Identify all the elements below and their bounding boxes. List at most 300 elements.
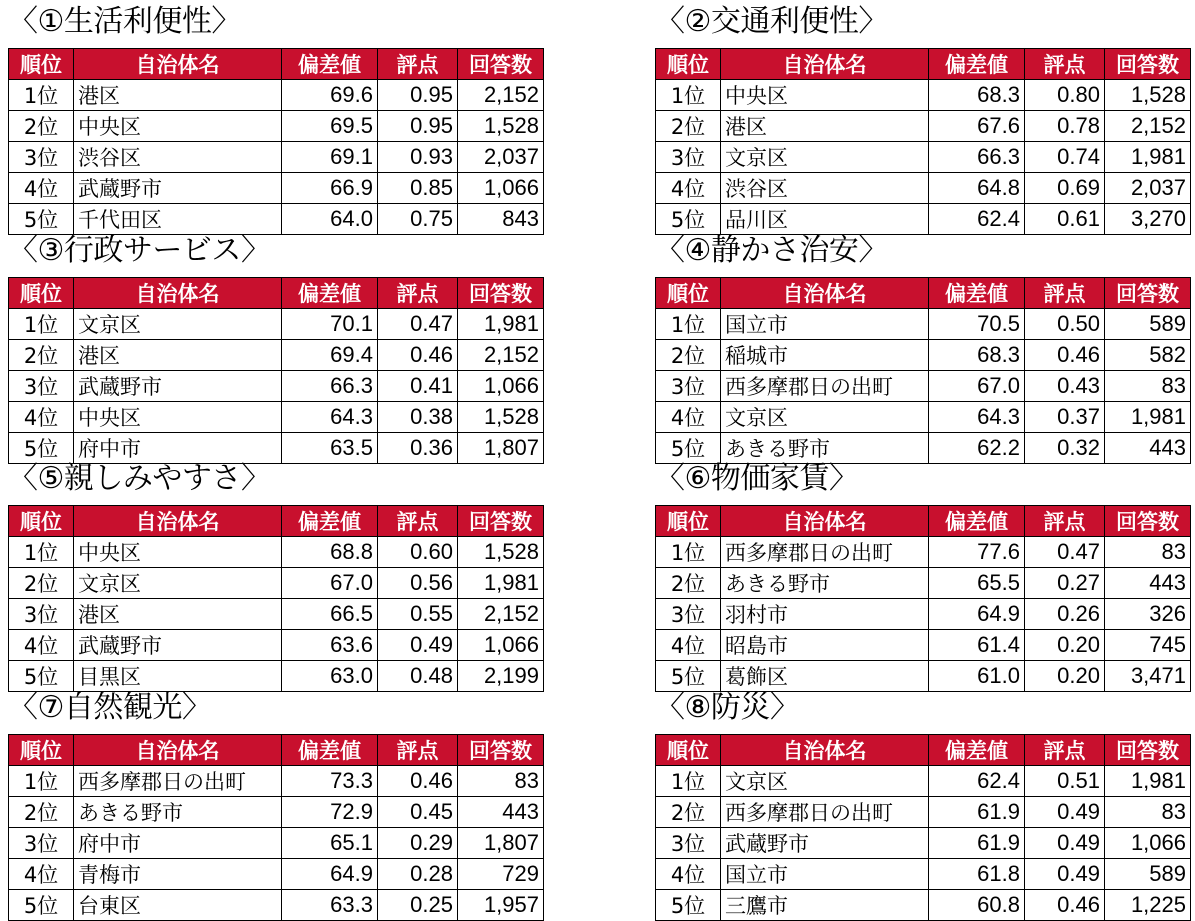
score-cell: 0.46 — [378, 766, 458, 797]
rank-cell: 5位 — [656, 661, 721, 692]
score-cell: 0.49 — [378, 630, 458, 661]
rank-cell: 4位 — [656, 630, 721, 661]
responses-cell: 443 — [1105, 433, 1191, 464]
score-cell: 0.46 — [378, 340, 458, 371]
ranking-table — [655, 734, 1191, 921]
score-cell: 0.20 — [1025, 661, 1105, 692]
ranking-table — [8, 734, 544, 921]
municipality-cell: 武蔵野市 — [74, 371, 282, 402]
header-responses: 回答数 — [1105, 278, 1191, 309]
municipality-cell: 千代田区 — [74, 204, 282, 235]
deviation-cell: 70.5 — [929, 309, 1025, 340]
municipality-cell: 府中市 — [74, 828, 282, 859]
ranking-block-transport-convenience — [655, 2, 1195, 235]
table-row — [656, 80, 1191, 111]
header-row — [9, 735, 544, 766]
municipality-cell: あきる野市 — [721, 568, 929, 599]
responses-cell: 83 — [1105, 371, 1191, 402]
municipality-cell: 西多摩郡日の出町 — [721, 371, 929, 402]
deviation-cell: 64.0 — [282, 204, 378, 235]
responses-cell: 3,270 — [1105, 204, 1191, 235]
header-row — [656, 278, 1191, 309]
table-title: 〈⑧防災〉 — [655, 690, 800, 725]
score-cell: 0.28 — [378, 859, 458, 890]
score-cell: 0.20 — [1025, 630, 1105, 661]
score-cell: 0.45 — [378, 797, 458, 828]
responses-cell: 729 — [458, 859, 544, 890]
header-score: 評点 — [1025, 735, 1105, 766]
table-row — [9, 797, 544, 828]
ranking-table — [655, 505, 1191, 692]
responses-cell: 1,066 — [458, 630, 544, 661]
municipality-cell: 港区 — [74, 80, 282, 111]
responses-cell: 1,528 — [458, 537, 544, 568]
responses-cell: 1,981 — [458, 568, 544, 599]
responses-cell: 589 — [1105, 309, 1191, 340]
table-row — [9, 402, 544, 433]
header-score: 評点 — [378, 49, 458, 80]
rank-cell: 4位 — [9, 859, 74, 890]
score-cell: 0.37 — [1025, 402, 1105, 433]
deviation-cell: 66.3 — [929, 142, 1025, 173]
table-row — [656, 537, 1191, 568]
score-cell: 0.50 — [1025, 309, 1105, 340]
municipality-cell: 目黒区 — [74, 661, 282, 692]
table-row — [9, 80, 544, 111]
responses-cell: 2,037 — [458, 142, 544, 173]
table-row — [656, 828, 1191, 859]
header-row — [656, 506, 1191, 537]
responses-cell: 843 — [458, 204, 544, 235]
rank-cell: 2位 — [656, 568, 721, 599]
municipality-cell: 渋谷区 — [721, 173, 929, 204]
table-row — [9, 828, 544, 859]
rank-cell: 1位 — [9, 309, 74, 340]
header-row — [9, 506, 544, 537]
deviation-cell: 61.0 — [929, 661, 1025, 692]
score-cell: 0.26 — [1025, 599, 1105, 630]
header-responses: 回答数 — [458, 278, 544, 309]
score-cell: 0.56 — [378, 568, 458, 599]
responses-cell: 1,957 — [458, 890, 544, 921]
rank-cell: 2位 — [656, 797, 721, 828]
deviation-cell: 62.4 — [929, 766, 1025, 797]
responses-cell: 1,528 — [458, 111, 544, 142]
municipality-cell: あきる野市 — [721, 433, 929, 464]
score-cell: 0.74 — [1025, 142, 1105, 173]
municipality-cell: 港区 — [74, 599, 282, 630]
ranking-block-nature-tourism — [8, 688, 548, 921]
header-responses: 回答数 — [458, 49, 544, 80]
header-deviation: 偏差値 — [282, 49, 378, 80]
header-row — [9, 278, 544, 309]
header-municipality: 自治体名 — [721, 506, 929, 537]
municipality-cell: 武蔵野市 — [74, 173, 282, 204]
responses-cell: 1,807 — [458, 828, 544, 859]
responses-cell: 2,152 — [1105, 111, 1191, 142]
header-deviation: 偏差値 — [929, 49, 1025, 80]
header-municipality: 自治体名 — [721, 278, 929, 309]
responses-cell: 83 — [1105, 797, 1191, 828]
table-row — [656, 630, 1191, 661]
municipality-cell: 稲城市 — [721, 340, 929, 371]
score-cell: 0.43 — [1025, 371, 1105, 402]
deviation-cell: 69.4 — [282, 340, 378, 371]
municipality-cell: 文京区 — [74, 568, 282, 599]
table-row — [9, 890, 544, 921]
deviation-cell: 61.9 — [929, 797, 1025, 828]
header-deviation: 偏差値 — [282, 506, 378, 537]
table-row — [656, 890, 1191, 921]
rank-cell: 4位 — [9, 402, 74, 433]
deviation-cell: 72.9 — [282, 797, 378, 828]
municipality-cell: 中央区 — [74, 402, 282, 433]
header-municipality: 自治体名 — [74, 735, 282, 766]
deviation-cell: 64.8 — [929, 173, 1025, 204]
deviation-cell: 64.9 — [282, 859, 378, 890]
responses-cell: 1,225 — [1105, 890, 1191, 921]
header-responses: 回答数 — [458, 735, 544, 766]
rank-cell: 5位 — [656, 433, 721, 464]
responses-cell: 1,981 — [1105, 402, 1191, 433]
table-row — [656, 568, 1191, 599]
deviation-cell: 65.1 — [282, 828, 378, 859]
municipality-cell: 港区 — [74, 340, 282, 371]
score-cell: 0.69 — [1025, 173, 1105, 204]
rank-cell: 2位 — [656, 111, 721, 142]
header-score: 評点 — [378, 735, 458, 766]
deviation-cell: 62.2 — [929, 433, 1025, 464]
header-score: 評点 — [1025, 49, 1105, 80]
municipality-cell: 台東区 — [74, 890, 282, 921]
table-row — [656, 340, 1191, 371]
responses-cell: 2,152 — [458, 340, 544, 371]
ranking-block-quietness-safety — [655, 231, 1195, 464]
score-cell: 0.32 — [1025, 433, 1105, 464]
responses-cell: 83 — [458, 766, 544, 797]
header-municipality: 自治体名 — [721, 49, 929, 80]
ranking-table — [655, 277, 1191, 464]
score-cell: 0.85 — [378, 173, 458, 204]
table-row — [9, 204, 544, 235]
rank-cell: 5位 — [656, 204, 721, 235]
rank-cell: 3位 — [9, 142, 74, 173]
deviation-cell: 63.0 — [282, 661, 378, 692]
table-title: 〈①生活利便性〉 — [8, 4, 241, 39]
rank-cell: 2位 — [9, 111, 74, 142]
score-cell: 0.36 — [378, 433, 458, 464]
header-rank: 順位 — [9, 506, 74, 537]
table-row — [9, 142, 544, 173]
rank-cell: 4位 — [9, 630, 74, 661]
municipality-cell: 青梅市 — [74, 859, 282, 890]
rank-cell: 1位 — [656, 537, 721, 568]
municipality-cell: 品川区 — [721, 204, 929, 235]
rank-cell: 3位 — [656, 828, 721, 859]
table-row — [656, 797, 1191, 828]
header-responses: 回答数 — [1105, 506, 1191, 537]
rank-cell: 5位 — [9, 204, 74, 235]
ranking-block-prices-rent — [655, 459, 1195, 692]
header-score: 評点 — [1025, 278, 1105, 309]
table-row — [9, 661, 544, 692]
responses-cell: 582 — [1105, 340, 1191, 371]
score-cell: 0.93 — [378, 142, 458, 173]
municipality-cell: 府中市 — [74, 433, 282, 464]
municipality-cell: 武蔵野市 — [74, 630, 282, 661]
municipality-cell: 西多摩郡日の出町 — [721, 797, 929, 828]
table-row — [9, 173, 544, 204]
deviation-cell: 65.5 — [929, 568, 1025, 599]
deviation-cell: 68.3 — [929, 340, 1025, 371]
municipality-cell: 渋谷区 — [74, 142, 282, 173]
municipality-cell: 中央区 — [74, 537, 282, 568]
header-municipality: 自治体名 — [74, 49, 282, 80]
header-deviation: 偏差値 — [282, 278, 378, 309]
score-cell: 0.47 — [1025, 537, 1105, 568]
table-row — [656, 309, 1191, 340]
score-cell: 0.41 — [378, 371, 458, 402]
header-municipality: 自治体名 — [721, 735, 929, 766]
header-deviation: 偏差値 — [929, 735, 1025, 766]
rank-cell: 1位 — [656, 309, 721, 340]
table-row — [9, 537, 544, 568]
header-municipality: 自治体名 — [74, 506, 282, 537]
responses-cell: 83 — [1105, 537, 1191, 568]
table-row — [656, 142, 1191, 173]
rank-cell: 5位 — [9, 433, 74, 464]
municipality-cell: 港区 — [721, 111, 929, 142]
score-cell: 0.95 — [378, 80, 458, 111]
deviation-cell: 64.3 — [282, 402, 378, 433]
table-row — [9, 766, 544, 797]
header-rank: 順位 — [9, 49, 74, 80]
municipality-cell: 中央区 — [74, 111, 282, 142]
score-cell: 0.49 — [1025, 797, 1105, 828]
table-row — [656, 371, 1191, 402]
responses-cell: 1,981 — [458, 309, 544, 340]
score-cell: 0.38 — [378, 402, 458, 433]
municipality-cell: 文京区 — [74, 309, 282, 340]
header-rank: 順位 — [656, 49, 721, 80]
municipality-cell: 文京区 — [721, 142, 929, 173]
table-row — [656, 402, 1191, 433]
table-row — [656, 173, 1191, 204]
responses-cell: 745 — [1105, 630, 1191, 661]
rank-cell: 2位 — [656, 340, 721, 371]
table-row — [656, 599, 1191, 630]
rank-cell: 2位 — [9, 340, 74, 371]
deviation-cell: 64.3 — [929, 402, 1025, 433]
rank-cell: 4位 — [656, 402, 721, 433]
municipality-cell: 葛飾区 — [721, 661, 929, 692]
deviation-cell: 70.1 — [282, 309, 378, 340]
rank-cell: 2位 — [9, 797, 74, 828]
rank-cell: 4位 — [9, 173, 74, 204]
deviation-cell: 67.6 — [929, 111, 1025, 142]
table-row — [656, 661, 1191, 692]
score-cell: 0.55 — [378, 599, 458, 630]
ranking-table — [8, 505, 544, 692]
responses-cell: 1,066 — [1105, 828, 1191, 859]
score-cell: 0.61 — [1025, 204, 1105, 235]
score-cell: 0.78 — [1025, 111, 1105, 142]
header-rank: 順位 — [9, 735, 74, 766]
header-responses: 回答数 — [458, 506, 544, 537]
header-rank: 順位 — [656, 735, 721, 766]
responses-cell: 443 — [458, 797, 544, 828]
score-cell: 0.46 — [1025, 890, 1105, 921]
rank-cell: 3位 — [656, 371, 721, 402]
municipality-cell: 武蔵野市 — [721, 828, 929, 859]
score-cell: 0.27 — [1025, 568, 1105, 599]
municipality-cell: 昭島市 — [721, 630, 929, 661]
rank-cell: 3位 — [9, 599, 74, 630]
responses-cell: 326 — [1105, 599, 1191, 630]
header-row — [9, 49, 544, 80]
table-row — [656, 859, 1191, 890]
ranking-table — [8, 48, 544, 235]
deviation-cell: 69.5 — [282, 111, 378, 142]
municipality-cell: 国立市 — [721, 309, 929, 340]
score-cell: 0.80 — [1025, 80, 1105, 111]
score-cell: 0.75 — [378, 204, 458, 235]
score-cell: 0.46 — [1025, 340, 1105, 371]
rank-cell: 3位 — [9, 371, 74, 402]
table-row — [9, 309, 544, 340]
rank-cell: 1位 — [9, 80, 74, 111]
responses-cell: 3,471 — [1105, 661, 1191, 692]
municipality-cell: 西多摩郡日の出町 — [74, 766, 282, 797]
responses-cell: 589 — [1105, 859, 1191, 890]
deviation-cell: 68.3 — [929, 80, 1025, 111]
ranking-block-friendliness — [8, 459, 548, 692]
header-rank: 順位 — [656, 506, 721, 537]
header-score: 評点 — [378, 278, 458, 309]
score-cell: 0.29 — [378, 828, 458, 859]
table-row — [9, 340, 544, 371]
deviation-cell: 67.0 — [282, 568, 378, 599]
header-deviation: 偏差値 — [929, 506, 1025, 537]
ranking-block-administrative-service — [8, 231, 548, 464]
table-title: 〈③行政サービス〉 — [8, 233, 271, 268]
table-title: 〈②交通利便性〉 — [655, 4, 888, 39]
table-row — [9, 371, 544, 402]
responses-cell: 2,152 — [458, 599, 544, 630]
rank-cell: 1位 — [9, 766, 74, 797]
table-row — [9, 111, 544, 142]
deviation-cell: 61.9 — [929, 828, 1025, 859]
deviation-cell: 63.5 — [282, 433, 378, 464]
responses-cell: 1,066 — [458, 371, 544, 402]
responses-cell: 1,528 — [458, 402, 544, 433]
table-title: 〈⑤親しみやすさ〉 — [8, 461, 271, 496]
deviation-cell: 69.6 — [282, 80, 378, 111]
deviation-cell: 66.9 — [282, 173, 378, 204]
rank-cell: 3位 — [656, 142, 721, 173]
score-cell: 0.51 — [1025, 766, 1105, 797]
score-cell: 0.60 — [378, 537, 458, 568]
header-responses: 回答数 — [1105, 735, 1191, 766]
responses-cell: 1,807 — [458, 433, 544, 464]
municipality-cell: 文京区 — [721, 766, 929, 797]
ranking-table — [8, 277, 544, 464]
deviation-cell: 66.5 — [282, 599, 378, 630]
rank-cell: 5位 — [9, 661, 74, 692]
header-deviation: 偏差値 — [929, 278, 1025, 309]
rank-cell: 1位 — [656, 766, 721, 797]
score-cell: 0.25 — [378, 890, 458, 921]
score-cell: 0.49 — [1025, 859, 1105, 890]
header-score: 評点 — [378, 506, 458, 537]
deviation-cell: 69.1 — [282, 142, 378, 173]
municipality-cell: 三鷹市 — [721, 890, 929, 921]
table-row — [9, 599, 544, 630]
header-municipality: 自治体名 — [74, 278, 282, 309]
deviation-cell: 77.6 — [929, 537, 1025, 568]
deviation-cell: 68.8 — [282, 537, 378, 568]
deviation-cell: 64.9 — [929, 599, 1025, 630]
rank-cell: 1位 — [9, 537, 74, 568]
table-title: 〈⑥物価家賃〉 — [655, 461, 859, 496]
municipality-cell: 文京区 — [721, 402, 929, 433]
responses-cell: 2,199 — [458, 661, 544, 692]
table-row — [656, 111, 1191, 142]
deviation-cell: 61.8 — [929, 859, 1025, 890]
header-score: 評点 — [1025, 506, 1105, 537]
deviation-cell: 62.4 — [929, 204, 1025, 235]
deviation-cell: 63.3 — [282, 890, 378, 921]
deviation-cell: 60.8 — [929, 890, 1025, 921]
header-responses: 回答数 — [1105, 49, 1191, 80]
deviation-cell: 67.0 — [929, 371, 1025, 402]
table-row — [9, 630, 544, 661]
deviation-cell: 63.6 — [282, 630, 378, 661]
rank-cell: 5位 — [9, 890, 74, 921]
table-row — [656, 766, 1191, 797]
table-title: 〈⑦自然観光〉 — [8, 690, 212, 725]
table-title: 〈④静かさ治安〉 — [655, 233, 888, 268]
responses-cell: 1,528 — [1105, 80, 1191, 111]
rank-cell: 2位 — [9, 568, 74, 599]
score-cell: 0.48 — [378, 661, 458, 692]
table-row — [656, 204, 1191, 235]
header-row — [656, 735, 1191, 766]
deviation-cell: 73.3 — [282, 766, 378, 797]
table-row — [9, 859, 544, 890]
header-rank: 順位 — [656, 278, 721, 309]
municipality-cell: 西多摩郡日の出町 — [721, 537, 929, 568]
responses-cell: 2,152 — [458, 80, 544, 111]
municipality-cell: 羽村市 — [721, 599, 929, 630]
rank-cell: 3位 — [9, 828, 74, 859]
deviation-cell: 66.3 — [282, 371, 378, 402]
header-row — [656, 49, 1191, 80]
responses-cell: 1,981 — [1105, 142, 1191, 173]
rank-cell: 5位 — [656, 890, 721, 921]
header-deviation: 偏差値 — [282, 735, 378, 766]
responses-cell: 1,981 — [1105, 766, 1191, 797]
responses-cell: 1,066 — [458, 173, 544, 204]
rank-cell: 1位 — [656, 80, 721, 111]
municipality-cell: 中央区 — [721, 80, 929, 111]
score-cell: 0.95 — [378, 111, 458, 142]
deviation-cell: 61.4 — [929, 630, 1025, 661]
rank-cell: 4位 — [656, 173, 721, 204]
ranking-table — [655, 48, 1191, 235]
header-rank: 順位 — [9, 278, 74, 309]
table-row — [9, 568, 544, 599]
